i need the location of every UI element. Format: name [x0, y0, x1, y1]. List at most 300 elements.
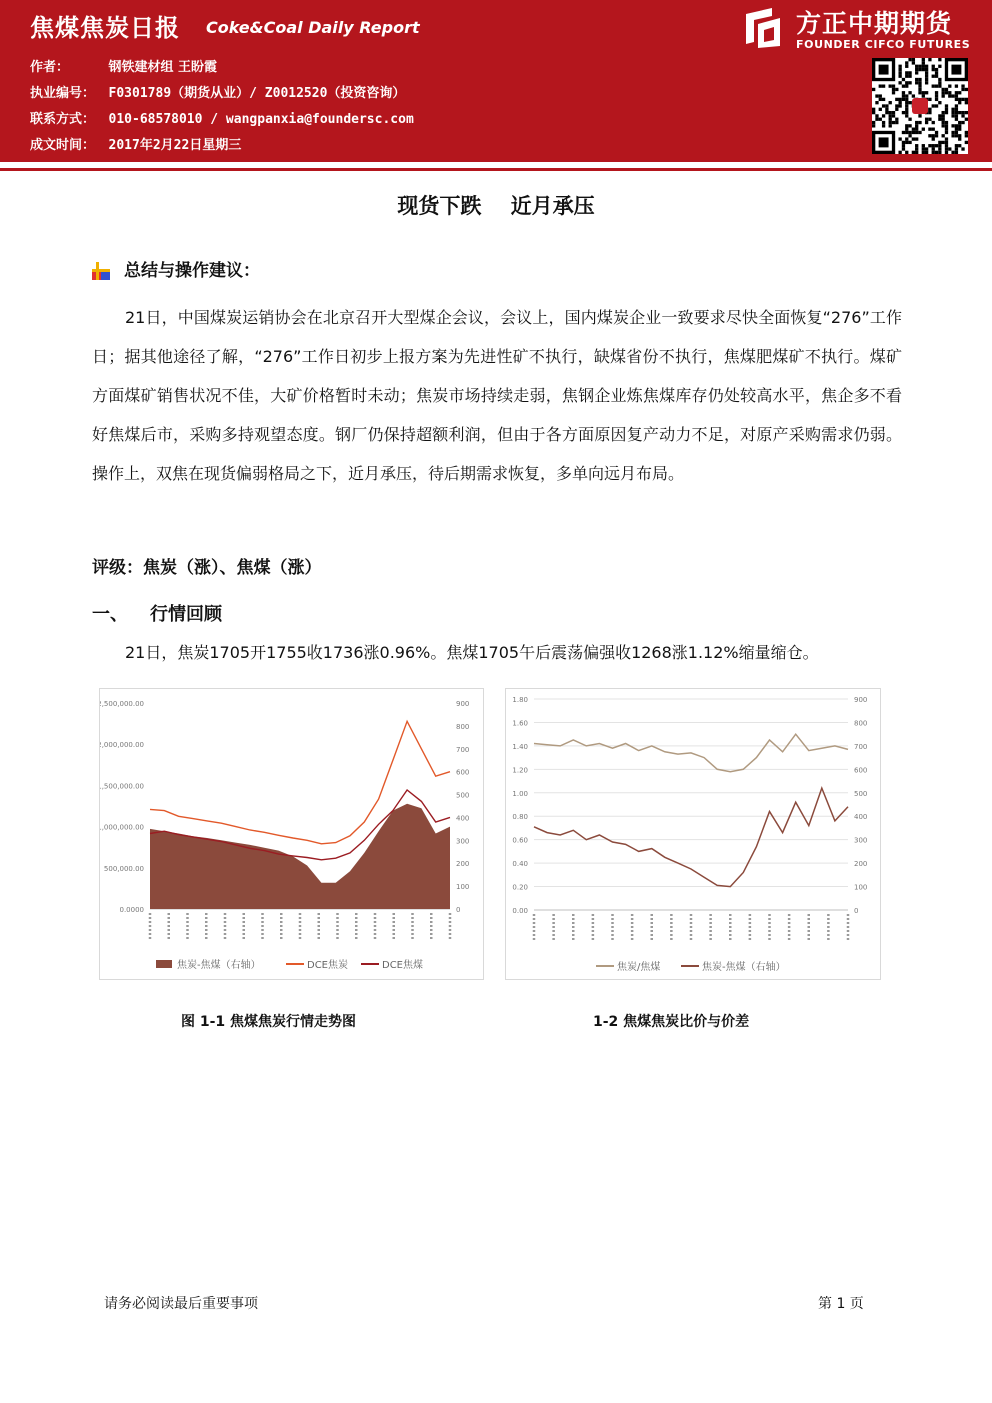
qr-module [955, 151, 958, 154]
legend-swatch [156, 960, 172, 968]
qr-module [951, 114, 954, 117]
y-left-tick-label: 0.00 [512, 907, 528, 915]
section-summary-title: 总结与操作建议： [124, 261, 260, 281]
qr-module [951, 94, 954, 97]
qr-module [908, 75, 911, 78]
section-review-title: 行情回顾 [150, 604, 222, 625]
qr-module [955, 128, 958, 131]
qr-module [951, 108, 954, 111]
qr-module [955, 147, 958, 150]
qr-module [889, 124, 892, 127]
qr-module [932, 75, 935, 78]
qr-module [935, 144, 938, 147]
qr-module [958, 111, 961, 114]
qr-module [922, 128, 925, 131]
qr-module [882, 84, 885, 87]
qr-module [942, 111, 945, 114]
qr-module [898, 137, 901, 140]
date-value: 2017年2月22日星期三 [108, 138, 242, 153]
qr-module [938, 144, 941, 147]
qr-center-logo [912, 98, 928, 114]
qr-module [928, 118, 931, 121]
figure-caption-1: 图 1-1 焦煤焦炭行情走势图 [181, 1014, 357, 1030]
qr-module [958, 144, 961, 147]
qr-module [918, 84, 921, 87]
qr-module [905, 131, 908, 134]
qr-module [908, 91, 911, 94]
qr-module [892, 121, 895, 124]
qr-module [958, 121, 961, 124]
qr-module [945, 128, 948, 131]
contact-value: 010-68578010 / wangpanxia@foundersc.com [108, 112, 414, 127]
y-left-tick-label: 1.00 [512, 789, 528, 798]
qr-module [912, 94, 915, 97]
qr-module [951, 131, 954, 134]
y-right-tick-label: 700 [854, 742, 868, 751]
qr-module [938, 101, 941, 104]
qr-module [945, 131, 948, 134]
qr-module [889, 118, 892, 121]
y-right-tick-label: 400 [854, 813, 868, 822]
qr-module [908, 141, 911, 144]
qr-module [905, 124, 908, 127]
qr-module [918, 114, 921, 117]
qr-module [938, 78, 941, 81]
qr-module [905, 81, 908, 84]
qr-module [875, 114, 878, 117]
qr-module [915, 137, 918, 140]
qr-module [895, 98, 898, 101]
qr-module [951, 134, 954, 137]
qr-module [932, 147, 935, 150]
qr-module [875, 101, 878, 104]
qr-module [961, 121, 964, 124]
qr-module [889, 84, 892, 87]
qr-module [922, 61, 925, 64]
qr-module [915, 71, 918, 74]
y-left-tick-label: 1.80 [512, 696, 528, 704]
qr-module [905, 141, 908, 144]
qr-module [955, 114, 958, 117]
legend-label: 焦炭/焦煤 [617, 962, 661, 973]
qr-module [915, 144, 918, 147]
qr-module [905, 104, 908, 107]
qr-module [945, 144, 948, 147]
qr-module [895, 121, 898, 124]
y-right-tick-label: 400 [456, 814, 470, 823]
qr-module [935, 98, 938, 101]
qr-module [935, 75, 938, 78]
qr-module [938, 65, 941, 68]
qr-module [951, 111, 954, 114]
license-row [30, 82, 405, 101]
qr-module [905, 108, 908, 111]
series-line [534, 788, 848, 887]
qr-module [925, 75, 928, 78]
qr-module [965, 88, 968, 91]
qr-module [932, 84, 935, 87]
qr-module [945, 121, 948, 124]
qr-module [938, 118, 941, 121]
author-label: 作者： [30, 60, 70, 75]
qr-module [942, 121, 945, 124]
qr-module [908, 134, 911, 137]
qr-module [898, 151, 901, 154]
qr-module [902, 111, 905, 114]
qr-module [945, 111, 948, 114]
qr-module [925, 81, 928, 84]
page-title: 现货下跌 近月承压 [397, 194, 595, 218]
qr-module [938, 147, 941, 150]
qr-module [905, 65, 908, 68]
qr-module [879, 108, 882, 111]
y-left-tick-label: 2,500,000.00 [100, 700, 144, 708]
contact-row [30, 108, 414, 127]
qr-module [872, 111, 875, 114]
qr-module [932, 137, 935, 140]
qr-module [965, 111, 968, 114]
qr-module [961, 88, 964, 91]
chart-ratio-spread [505, 688, 881, 980]
qr-module [902, 78, 905, 81]
section-summary-heading [92, 256, 260, 281]
qr-module [889, 121, 892, 124]
qr-module [885, 104, 888, 107]
qr-module [872, 108, 875, 111]
y-right-tick-label: 0 [854, 907, 859, 915]
qr-module [918, 65, 921, 68]
qr-module [898, 68, 901, 71]
qr-module [902, 141, 905, 144]
y-left-tick-label: 1,500,000.00 [100, 782, 144, 791]
license-value: F0301789（期货从业）/ Z0012520（投资咨询） [108, 86, 406, 101]
qr-module [945, 88, 948, 91]
qr-module [955, 134, 958, 137]
qr-module [879, 94, 882, 97]
y-left-tick-label: 1.40 [512, 742, 528, 751]
y-left-tick-label: 500,000.00 [103, 864, 144, 873]
qr-module [912, 131, 915, 134]
contact-label: 联系方式： [30, 112, 96, 127]
qr-module [908, 131, 911, 134]
legend-label: 焦炭-焦煤（右轴） [177, 960, 261, 971]
qr-module [915, 68, 918, 71]
qr-module [945, 147, 948, 150]
qr-module [898, 71, 901, 74]
qr-module [932, 104, 935, 107]
legend-label: 焦炭-焦煤（右轴） [702, 962, 786, 973]
qr-module [918, 121, 921, 124]
qr-module [889, 111, 892, 114]
y-left-tick-label: 1,000,000.00 [100, 823, 144, 832]
qr-module [928, 128, 931, 131]
y-left-tick-label: 0.80 [512, 813, 528, 822]
chart-coke-coal-trend [99, 688, 484, 980]
qr-module [925, 71, 928, 74]
qr-module [945, 141, 948, 144]
qr-module [918, 68, 921, 71]
qr-module [918, 131, 921, 134]
qr-module [955, 91, 958, 94]
qr-module [918, 81, 921, 84]
qr-module [882, 114, 885, 117]
report-subtitle: Coke&Coal Daily Report [206, 18, 420, 37]
qr-module [955, 144, 958, 147]
chart-coke-coal-trend-svg [100, 689, 483, 979]
qr-module [902, 94, 905, 97]
qr-module [892, 114, 895, 117]
qr-module [905, 98, 908, 101]
qr-module [938, 58, 941, 61]
qr-module [932, 68, 935, 71]
qr-module [942, 88, 945, 91]
qr-module [908, 58, 911, 61]
qr-module [925, 121, 928, 124]
date-row [30, 134, 241, 153]
qr-finder [951, 65, 961, 75]
qr-module [915, 65, 918, 68]
y-right-tick-label: 200 [456, 860, 470, 869]
qr-module [965, 141, 968, 144]
qr-module [905, 111, 908, 114]
qr-module [882, 104, 885, 107]
qr-module [885, 108, 888, 111]
y-right-tick-label: 500 [854, 789, 868, 798]
y-left-tick-label: 0.60 [512, 836, 528, 845]
qr-module [928, 134, 931, 137]
review-paragraph: 21日，焦炭1705开1755收1736涨0.96%。焦煤1705午后震荡偏强收1268涨1.12%缩量缩仓。 [125, 643, 819, 662]
qr-module [932, 144, 935, 147]
qr-module [889, 101, 892, 104]
qr-module [961, 84, 964, 87]
qr-module [902, 98, 905, 101]
qr-module [955, 111, 958, 114]
summary-paragraph: 21日，中国煤炭运销协会在北京召开大型煤企会议，会议上，国内煤炭企业一致要求尽快全面恢复“276”工作日；据其他途径了解，“276”工作日初步上报方案为先进性矿不执行，缺煤省份不执行，焦煤肥煤矿不执行。煤矿方面煤矿销售状况不佳，大矿价格暂时未动；焦炭市场持续走弱，焦钢企业炼焦煤库存仍处较高水平，焦企多不看好焦煤后市，采购多持观望态度。钢厂仍保持超额利润，但由于各方面原因复产动力不足，对原产采购需求仍弱。操作上，双焦在现货偏弱格局之下，近月承压，待后期需求恢复，多单向远月布局。 [92, 308, 902, 483]
qr-module [912, 151, 915, 154]
qr-module [935, 91, 938, 94]
qr-module [958, 91, 961, 94]
qr-module [879, 84, 882, 87]
license-label: 执业编号： [30, 86, 96, 101]
footer-notice: 请务必阅读最后重要事项 [104, 1296, 258, 1312]
qr-module [879, 118, 882, 121]
series-line [534, 734, 848, 772]
qr-module [872, 124, 875, 127]
qr-module [902, 131, 905, 134]
qr-module [935, 71, 938, 74]
qr-module [942, 118, 945, 121]
qr-module [895, 104, 898, 107]
qr-module [955, 124, 958, 127]
qr-module [872, 88, 875, 91]
qr-module [915, 151, 918, 154]
qr-module [928, 144, 931, 147]
y-right-tick-label: 0 [456, 906, 461, 914]
qr-module [889, 114, 892, 117]
qr-module [965, 118, 968, 121]
qr-module [932, 121, 935, 124]
qr-module [908, 124, 911, 127]
qr-module [945, 91, 948, 94]
qr-code [872, 58, 968, 154]
qr-module [955, 98, 958, 101]
qr-module [951, 124, 954, 127]
qr-module [935, 151, 938, 154]
qr-module [872, 121, 875, 124]
qr-module [925, 78, 928, 81]
qr-module [922, 94, 925, 97]
qr-module [965, 98, 968, 101]
qr-module [935, 84, 938, 87]
rating-line: 评级：焦炭（涨）、焦煤（涨） [92, 558, 322, 578]
qr-finder [879, 65, 889, 75]
qr-module [905, 75, 908, 78]
qr-module [915, 147, 918, 150]
qr-module [948, 147, 951, 150]
qr-module [958, 137, 961, 140]
y-right-tick-label: 300 [456, 837, 470, 846]
qr-module [961, 147, 964, 150]
y-left-tick-label: 0.40 [512, 860, 528, 869]
qr-module [935, 134, 938, 137]
qr-module [898, 81, 901, 84]
qr-module [961, 114, 964, 117]
y-right-tick-label: 100 [854, 883, 868, 892]
qr-module [902, 91, 905, 94]
qr-module [908, 118, 911, 121]
qr-module [882, 124, 885, 127]
qr-module [945, 104, 948, 107]
logo-english-name: FOUNDER CIFCO FUTURES [796, 38, 971, 51]
qr-module [905, 114, 908, 117]
qr-module [958, 101, 961, 104]
qr-module [942, 94, 945, 97]
qr-module [961, 98, 964, 101]
report-header [0, 0, 992, 162]
qr-module [958, 98, 961, 101]
qr-module [915, 81, 918, 84]
qr-module [902, 147, 905, 150]
qr-module [922, 91, 925, 94]
qr-module [965, 101, 968, 104]
qr-module [922, 65, 925, 68]
qr-code-icon [872, 58, 968, 154]
qr-module [922, 147, 925, 150]
y-right-tick-label: 800 [456, 722, 470, 731]
qr-module [912, 61, 915, 64]
qr-module [942, 91, 945, 94]
author-row [30, 56, 217, 75]
y-right-tick-label: 900 [854, 696, 868, 704]
qr-module [915, 131, 918, 134]
qr-module [908, 71, 911, 74]
y-right-tick-label: 600 [854, 766, 868, 775]
qr-module [918, 78, 921, 81]
qr-module [912, 128, 915, 131]
qr-module [905, 128, 908, 131]
qr-module [958, 124, 961, 127]
qr-module [928, 58, 931, 61]
y-left-tick-label: 0.20 [512, 883, 528, 892]
qr-module [905, 71, 908, 74]
qr-module [958, 128, 961, 131]
chart-ratio-spread-svg [506, 689, 880, 979]
qr-module [905, 61, 908, 64]
qr-module [925, 118, 928, 121]
qr-module [922, 151, 925, 154]
qr-module [915, 128, 918, 131]
qr-module [898, 101, 901, 104]
y-right-tick-label: 600 [456, 768, 470, 777]
qr-module [898, 98, 901, 101]
qr-module [942, 124, 945, 127]
qr-module [918, 91, 921, 94]
y-right-tick-label: 900 [456, 700, 470, 708]
qr-module [898, 75, 901, 78]
qr-module [925, 68, 928, 71]
y-right-tick-label: 200 [854, 860, 868, 869]
qr-module [882, 121, 885, 124]
section-bullet-icon [92, 262, 110, 280]
qr-module [902, 144, 905, 147]
qr-module [955, 131, 958, 134]
qr-module [882, 98, 885, 101]
page-number: 第 1 页 [818, 1296, 864, 1312]
qr-module [928, 98, 931, 101]
qr-module [955, 118, 958, 121]
qr-module [955, 104, 958, 107]
logo-chinese-name: 方正中期期货 [796, 9, 953, 38]
date-label: 成文时间： [30, 138, 96, 153]
legend-label: DCE焦煤 [382, 960, 424, 971]
y-right-tick-label: 300 [854, 836, 868, 845]
qr-module [875, 94, 878, 97]
y-right-tick-label: 100 [456, 883, 470, 892]
qr-module [955, 94, 958, 97]
legend-label: DCE焦炭 [307, 960, 349, 971]
qr-module [945, 108, 948, 111]
qr-module [925, 147, 928, 150]
qr-module [892, 91, 895, 94]
qr-module [922, 58, 925, 61]
qr-module [905, 151, 908, 154]
qr-module [875, 118, 878, 121]
qr-module [938, 151, 941, 154]
qr-module [912, 58, 915, 61]
qr-module [932, 65, 935, 68]
qr-module [948, 94, 951, 97]
qr-module [922, 68, 925, 71]
qr-module [935, 94, 938, 97]
qr-module [945, 151, 948, 154]
qr-module [942, 114, 945, 117]
author-value: 钢铁建材组 王盼霞 [108, 60, 218, 75]
qr-module [942, 134, 945, 137]
qr-module [945, 124, 948, 127]
qr-module [895, 88, 898, 91]
qr-module [915, 78, 918, 81]
qr-module [879, 98, 882, 101]
qr-module [905, 101, 908, 104]
qr-module [935, 104, 938, 107]
y-left-tick-label: 1.20 [512, 766, 528, 775]
qr-module [935, 131, 938, 134]
qr-module [885, 111, 888, 114]
qr-module [938, 114, 941, 117]
qr-module [948, 91, 951, 94]
y-right-tick-label: 500 [456, 791, 470, 800]
qr-module [895, 118, 898, 121]
